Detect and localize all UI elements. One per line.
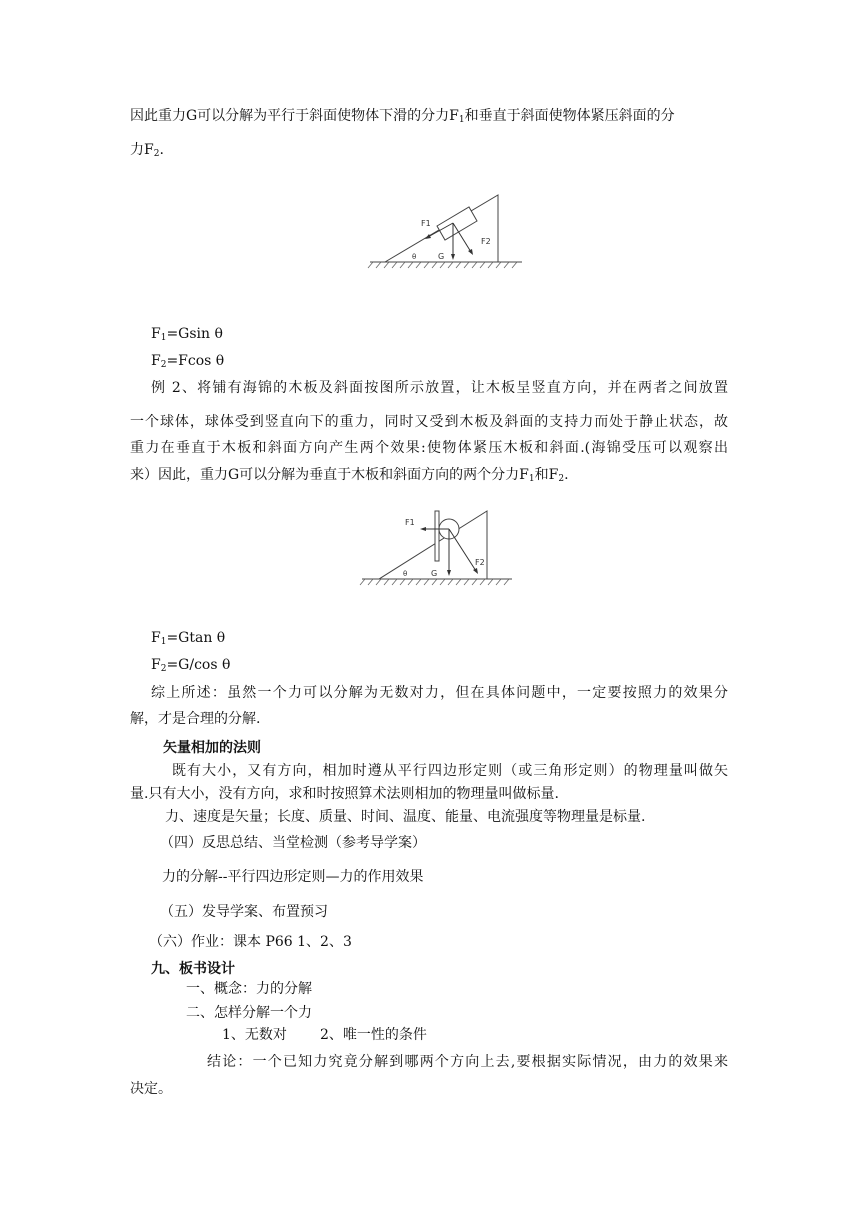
summary-line-2: 解，才是合理的分解. bbox=[130, 711, 261, 727]
board-conclusion-line-1: 结论：一个已知力究竟分解到哪两个方向上去,要根据实际情况，由力的效果来 bbox=[207, 1054, 728, 1070]
example-2-line-2: 一个球体，球体受到竖直向下的重力，同时又受到木板及斜面的支持力而处于静止状态，故 bbox=[130, 414, 728, 430]
fig1-f1-label: F1 bbox=[421, 219, 431, 228]
summary-line-1: 综上所述：虽然一个力可以分解为无数对力，但在具体问题中，一定要按照力的效果分 bbox=[151, 685, 728, 701]
ball-board-incline-diagram bbox=[357, 505, 517, 587]
paragraph-1-line-2: 力$F_2$. bbox=[130, 142, 164, 159]
equation-f2-fcos: $F_2=Fcos$ θ bbox=[151, 353, 225, 370]
section-5-text: （五）发导学案、布置预习 bbox=[160, 904, 328, 920]
fig2-theta-label: θ bbox=[403, 570, 408, 578]
incline-block-diagram bbox=[365, 190, 525, 270]
board-item-1: 一、概念：力的分解 bbox=[186, 981, 312, 997]
example-2-line-4: 来）因此，重力G可以分解为垂直于木板和斜面方向的两个分力$F_1$和$F_2$. bbox=[130, 467, 569, 484]
paragraph-1-line-1: 因此重力G可以分解为平行于斜面使物体下滑的分力$F_1$和垂直于斜面使物体紧压斜面的分 bbox=[130, 108, 675, 125]
vector-rule-line-3: 力、速度是矢量；长度、质量、时间、温度、能量、电流强度等物理量是标量. bbox=[165, 809, 646, 825]
vector-rule-line-1: 既有大小，又有方向，相加时遵从平行四边形定则（或三角形定则）的物理量叫做矢 bbox=[172, 763, 728, 779]
equation-f1-gsin: $F_1=Gsin$ θ bbox=[151, 326, 223, 343]
board-design-heading: 九、板书设计 bbox=[151, 961, 235, 977]
example-2-line-3: 重力在垂直于木板和斜面方向产生两个效果:使物体紧压木板和斜面.(海锦受压可以观察出 bbox=[130, 440, 728, 456]
equation-f2-gcos: $F_2=G/\cos$ θ bbox=[151, 657, 231, 674]
vector-rule-line-2: 量.只有大小，没有方向，求和时按照算术法则相加的物理量叫做标量. bbox=[130, 786, 559, 802]
board-item-2: 二、怎样分解一个力 bbox=[186, 1005, 312, 1021]
example-2-line-1: 例 2、将铺有海锦的木板及斜面按图所示放置，让木板呈竖直方向，并在两者之间放置 bbox=[151, 380, 728, 396]
fig1-f2-label: F2 bbox=[481, 237, 491, 246]
board-item-3b: 2、唯一性的条件 bbox=[320, 1027, 427, 1043]
vector-rule-heading: 矢量相加的法则 bbox=[163, 740, 261, 756]
section-6-homework: （六）作业：课本 P66 1、2、3 bbox=[149, 934, 352, 950]
fig2-f1-label: F1 bbox=[405, 518, 415, 527]
equation-f1-gtan: $F_1=Gtan$ θ bbox=[151, 630, 226, 647]
fig1-theta-label: θ bbox=[412, 253, 417, 261]
fig1-g-label: G bbox=[438, 252, 445, 261]
board-conclusion-line-2: 决定。 bbox=[130, 1081, 172, 1097]
board-item-3a: 1、无数对 bbox=[222, 1027, 287, 1043]
section-4-text: （四）反思总结、当堂检测（参考导学案） bbox=[160, 835, 426, 851]
formula-text: 力的分解--平行四边形定则—力的作用效果 bbox=[162, 869, 424, 885]
fig2-f2-label: F2 bbox=[475, 558, 485, 567]
fig2-g-label: G bbox=[431, 569, 438, 578]
